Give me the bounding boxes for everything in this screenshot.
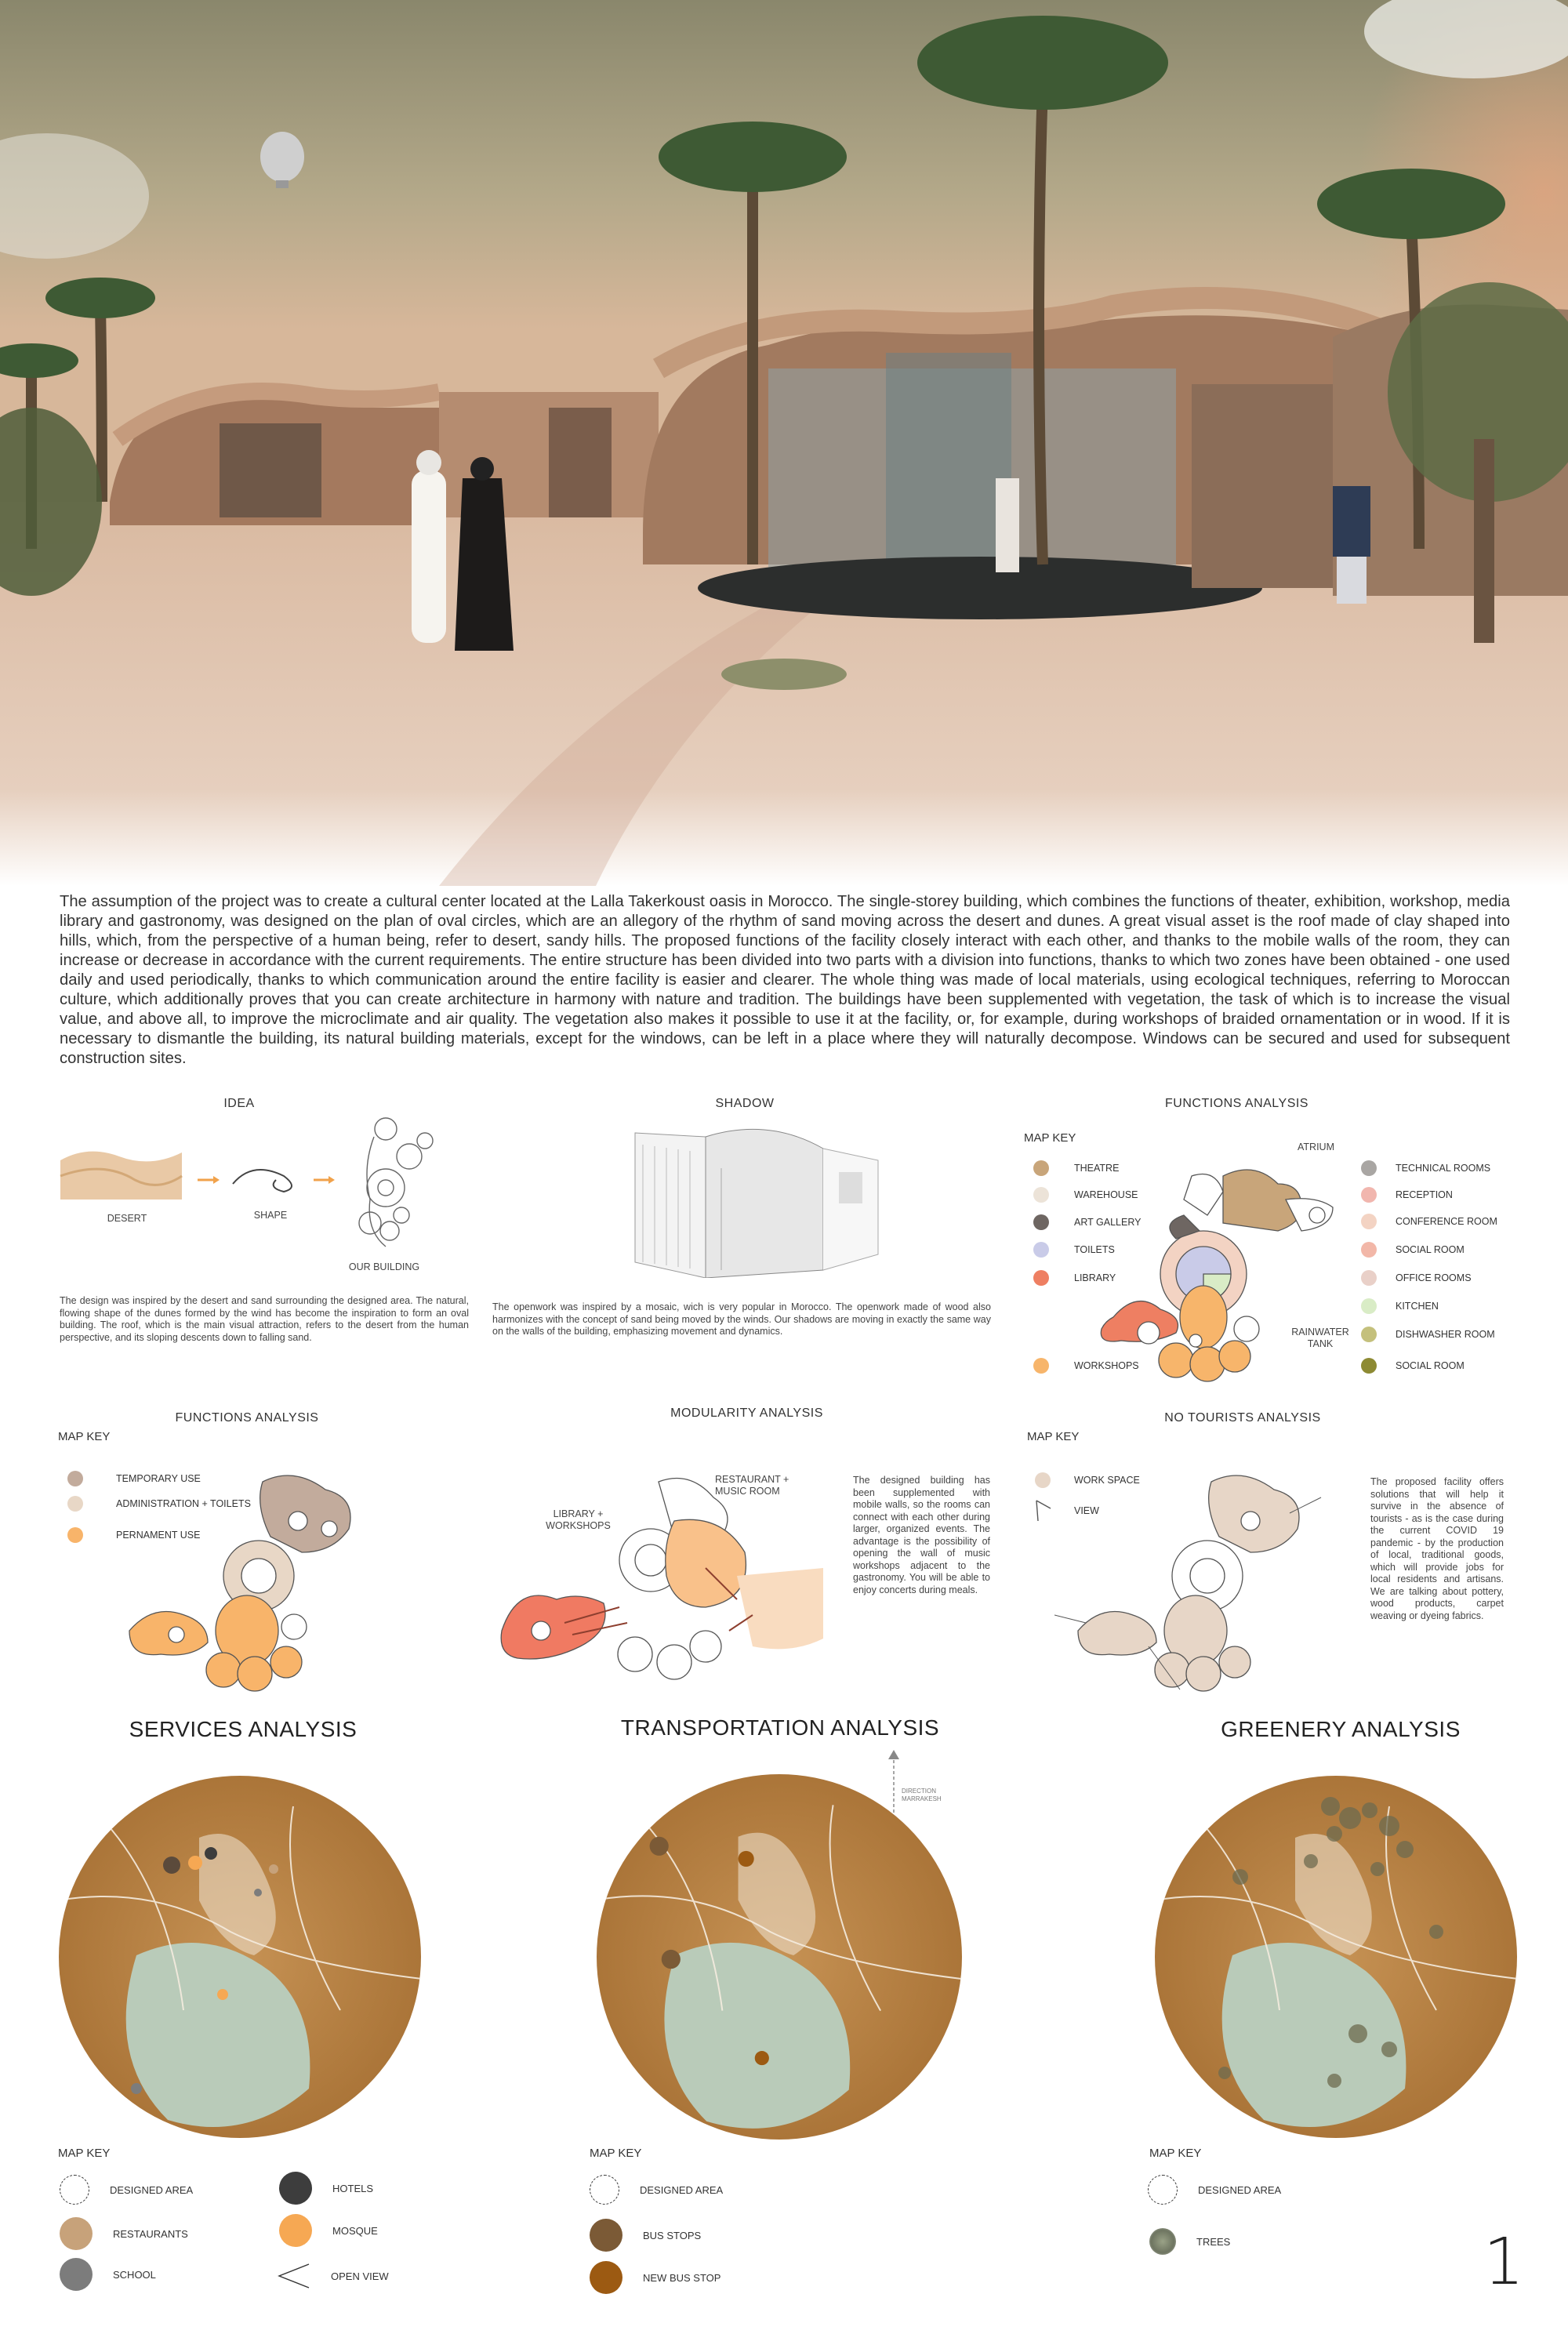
key-label: OFFICE ROOMS bbox=[1396, 1272, 1472, 1283]
key-label: KITCHEN bbox=[1396, 1301, 1439, 1312]
map-key-item bbox=[60, 2175, 193, 2205]
idea-description: The design was inspired by the desert and sand surrounding the designed area. The natural, flowing shape of the dunes formed by the wind has become the inspiration to form an oval building. The roof, which is the main visual attraction, refers to the desert from the human perspective, and its sloping descents down to falling sand. bbox=[60, 1295, 469, 1343]
services-site-map bbox=[58, 1775, 422, 2139]
map-key-item bbox=[1361, 1187, 1453, 1203]
open-view-icon bbox=[278, 2261, 310, 2291]
restaurant-label: RESTAURANT + MUSIC ROOM bbox=[715, 1474, 789, 1497]
key-label: BUS STOPS bbox=[643, 2229, 702, 2241]
key-label: SOCIAL ROOM bbox=[1396, 1244, 1465, 1255]
hero-render bbox=[0, 0, 1568, 886]
direction-label: DIRECTION MARRAKESH bbox=[902, 1788, 942, 1802]
key-label: THEATRE bbox=[1074, 1163, 1120, 1174]
key-swatch bbox=[1361, 1298, 1377, 1314]
key-label: NEW BUS STOP bbox=[643, 2271, 721, 2284]
key-label: RECEPTION bbox=[1396, 1189, 1453, 1200]
map-key-item bbox=[1148, 2175, 1281, 2205]
key-swatch bbox=[279, 2214, 312, 2247]
map-key-item bbox=[60, 2217, 188, 2250]
map-key-item bbox=[1361, 1242, 1465, 1258]
functions-plan-2 bbox=[106, 1466, 404, 1693]
key-swatch bbox=[279, 2172, 312, 2205]
key-swatch bbox=[590, 2219, 622, 2252]
map-key-item bbox=[279, 2172, 373, 2205]
map-key-item bbox=[590, 2219, 701, 2252]
key-label: DESIGNED AREA bbox=[110, 2183, 194, 2196]
map-key-item bbox=[278, 2261, 389, 2291]
work-space-label: WORK SPACE bbox=[1074, 1475, 1140, 1486]
idea-label-desert: DESERT bbox=[107, 1213, 147, 1224]
key-swatch bbox=[1033, 1187, 1049, 1203]
key-label: DESIGNED AREA bbox=[1198, 2183, 1282, 2196]
key-label: TOILETS bbox=[1074, 1244, 1115, 1255]
functions-map-key-2: MAP KEY bbox=[58, 1430, 111, 1443]
key-label: LIBRARY bbox=[1074, 1272, 1116, 1283]
map-key-item bbox=[1361, 1160, 1490, 1176]
key-label: TEMPORARY USE bbox=[116, 1473, 201, 1484]
map-key-item bbox=[279, 2214, 378, 2247]
transportation-site-map bbox=[596, 1773, 963, 2140]
shape-sketch bbox=[233, 1170, 292, 1192]
key-label: OPEN VIEW bbox=[331, 2270, 389, 2282]
key-swatch bbox=[1361, 1160, 1377, 1176]
key-swatch bbox=[1033, 1160, 1049, 1176]
key-swatch bbox=[1033, 1270, 1049, 1286]
view-icon bbox=[1035, 1499, 1052, 1523]
designed-area-icon bbox=[1148, 2175, 1178, 2205]
map-key-item bbox=[1149, 2228, 1230, 2255]
key-swatch bbox=[1361, 1187, 1377, 1203]
key-swatch bbox=[1033, 1214, 1049, 1230]
map-key-item bbox=[1361, 1214, 1497, 1229]
shadow-description: The openwork was inspired by a mosaic, wich is very popular in Morocco. The openwork made of wood also harmonizes with the concept of sand being moved by the winds. Our shadows are moving in exactly the same way on the walls of the building, emphasizing movement and dynamics. bbox=[492, 1301, 991, 1337]
map-key-item bbox=[590, 2175, 723, 2205]
key-swatch bbox=[1361, 1358, 1377, 1374]
functions-map-key-1: MAP KEY bbox=[1024, 1131, 1076, 1145]
key-label: ADMINISTRATION + TOILETS bbox=[116, 1498, 251, 1509]
atrium-label: ATRIUM bbox=[1298, 1142, 1334, 1152]
services-map-key: MAP KEY bbox=[58, 2147, 111, 2160]
key-swatch bbox=[1361, 1214, 1377, 1229]
key-swatch bbox=[1361, 1327, 1377, 1342]
map-key-item bbox=[1361, 1270, 1472, 1286]
no-tourists-plan bbox=[1054, 1466, 1352, 1693]
key-label: CONFERENCE ROOM bbox=[1396, 1216, 1497, 1227]
transportation-map-key: MAP KEY bbox=[590, 2147, 642, 2160]
key-label: TECHNICAL ROOMS bbox=[1396, 1163, 1491, 1174]
building-outline-sketch bbox=[359, 1118, 433, 1247]
rainwater-label: RAINWATER TANK bbox=[1291, 1327, 1349, 1349]
no-tourists-description: The proposed facility offers solutions that will help it survive in the absence of tourists - as is the case during the current COVID 19 pandemic - by the production of local, traditional goods, which will provide jobs for local residents and artisans. We are talking about pottery, wood products, carpet weaving or dyeing fabrics. bbox=[1370, 1476, 1504, 1621]
key-label: SCHOOL bbox=[113, 2268, 156, 2281]
page-number: 1 bbox=[1483, 2225, 1525, 2299]
key-swatch bbox=[60, 2258, 93, 2291]
transportation-title: TRANSPORTATION ANALYSIS bbox=[620, 1715, 940, 1740]
key-label: ART GALLERY bbox=[1074, 1217, 1142, 1228]
idea-diagram bbox=[56, 1113, 472, 1278]
key-label: DESIGNED AREA bbox=[640, 2183, 724, 2196]
modularity-description: The designed building has been supplemented with mobile walls, so the rooms can connect with each other during larger, organized events. The advantage is the possibility of opening the wall of music workshops adjacent to the gastronomy. You will be able to enjoy concerts during meals. bbox=[853, 1475, 990, 1595]
designed-area-icon bbox=[590, 2175, 619, 2205]
idea-title: IDEA bbox=[223, 1097, 255, 1110]
map-key-item bbox=[1361, 1327, 1495, 1342]
key-label: SOCIAL ROOM bbox=[1396, 1360, 1465, 1371]
shadow-render bbox=[627, 1121, 886, 1278]
desert-sketch bbox=[60, 1152, 182, 1200]
key-label: DISHWASHER ROOM bbox=[1396, 1329, 1495, 1340]
idea-label-shape: SHAPE bbox=[253, 1210, 288, 1221]
key-swatch bbox=[1361, 1242, 1377, 1258]
shadow-title: SHADOW bbox=[715, 1097, 775, 1110]
key-swatch bbox=[67, 1471, 83, 1486]
library-label: LIBRARY + WORKSHOPS bbox=[546, 1508, 611, 1531]
modularity-plan bbox=[494, 1466, 831, 1693]
key-label: HOTELS bbox=[332, 2182, 374, 2194]
intro-text: The assumption of the project was to create a cultural center located at the Lalla Takerkoust oasis in Morocco. The single-storey building, which combines the functions of theater, exhibition, workshop, media library and gastronomy, was designed on the plan of oval circles, which are an allegory of the rhythm of sand moving across the desert and dunes. A great visual asset is the roof made of clay shaped into hills, which, from the perspective of a human being, refer to desert, sandy hills. The proposed functions of the facility closely interact with each other, and thanks to the mobile walls of the room, they can increase or decrease in accordance with the current requirements. The entire structure has been divided into two parts with a division into functions, thanks to which two zones have been obtained - one used daily and used periodically, thanks to which communication around the entire facility is easier and clearer. The whole thing was made of local materials, using ecological techniques, referring to Moroccan culture, which additionally proves that you can create architecture in harmony with nature and tradition. The buildings have been supplemented with vegetation, the task of which is to increase the visual value, and above all, to improve the microclimate and air quality. The vegetation also makes it possible to use it at the facility, or, for example, during workshops of braided ornamentation or in wood. If it is necessary to dismantle the building, its natural building materials, except for the windows, can be left in a place where they will naturally decompose. Windows can be secured and used for subsequent construction sites. bbox=[60, 893, 1510, 1067]
key-label: WORKSHOPS bbox=[1074, 1360, 1139, 1371]
functions-title-1: FUNCTIONS ANALYSIS bbox=[1165, 1097, 1308, 1110]
key-label: RESTAURANTS bbox=[113, 2227, 188, 2240]
functions-plan-1 bbox=[1066, 1152, 1348, 1388]
work-space-swatch bbox=[1035, 1472, 1051, 1488]
key-label: TREES bbox=[1196, 2235, 1231, 2248]
tree-icon bbox=[1149, 2228, 1176, 2255]
view-label: VIEW bbox=[1074, 1505, 1099, 1516]
map-key-item bbox=[590, 2261, 720, 2294]
key-swatch bbox=[60, 2217, 93, 2250]
key-label: WAREHOUSE bbox=[1074, 1189, 1138, 1200]
greenery-map-key: MAP KEY bbox=[1149, 2147, 1202, 2160]
no-tourists-title: NO TOURISTS ANALYSIS bbox=[1164, 1411, 1321, 1425]
idea-label-building: OUR BUILDING bbox=[348, 1261, 420, 1272]
key-swatch bbox=[1033, 1358, 1049, 1374]
no-tourists-map-key: MAP KEY bbox=[1027, 1430, 1080, 1443]
map-key-item bbox=[1361, 1298, 1439, 1314]
key-swatch bbox=[1033, 1242, 1049, 1258]
key-swatch bbox=[1361, 1270, 1377, 1286]
key-label: MOSQUE bbox=[332, 2224, 378, 2237]
greenery-site-map bbox=[1154, 1775, 1518, 2139]
designed-area-icon bbox=[60, 2175, 89, 2205]
map-key-item bbox=[1361, 1358, 1465, 1374]
key-swatch bbox=[67, 1527, 83, 1543]
modularity-title: MODULARITY ANALYSIS bbox=[670, 1406, 823, 1420]
key-label: PERNAMENT USE bbox=[116, 1530, 201, 1541]
key-swatch bbox=[67, 1496, 83, 1512]
greenery-title: GREENERY ANALYSIS bbox=[1221, 1717, 1461, 1741]
functions-title-2: FUNCTIONS ANALYSIS bbox=[175, 1411, 319, 1425]
key-swatch bbox=[590, 2261, 622, 2294]
map-key-item bbox=[60, 2258, 156, 2291]
services-title: SERVICES ANALYSIS bbox=[129, 1717, 358, 1741]
